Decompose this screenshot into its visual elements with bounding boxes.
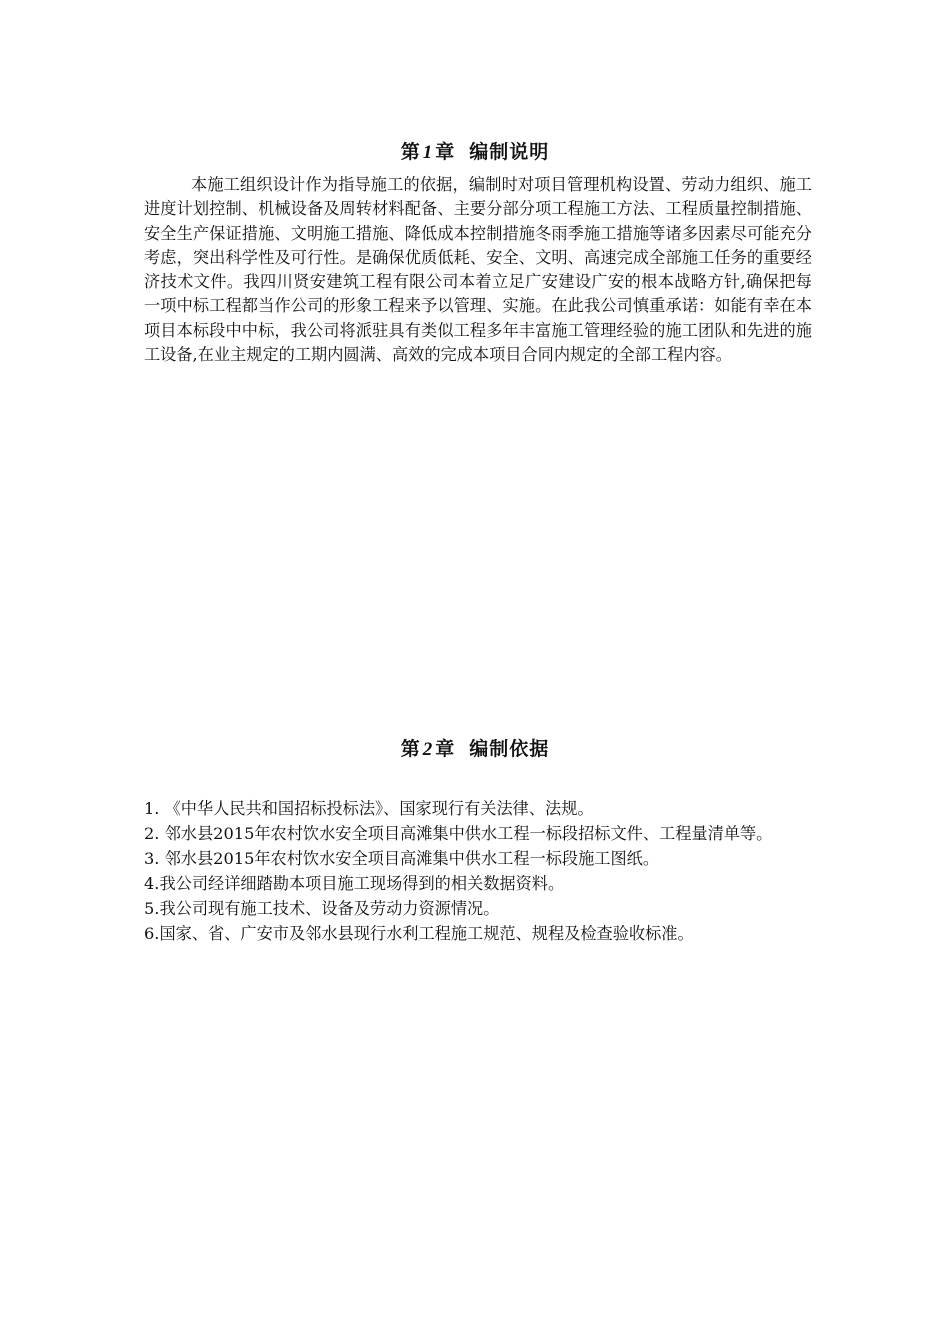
list-item-index: 2. (144, 824, 160, 843)
list-item-index: 3. (144, 849, 160, 868)
chapter-2-suffix: 章 (435, 738, 456, 760)
chapter-2-prefix: 第 (400, 738, 421, 760)
list-item-text: 我公司经详细踏勘本项目施工现场得到的相关数据资料。 (159, 874, 565, 893)
chapter-1-heading (0, 137, 950, 164)
list-item (144, 871, 812, 896)
chapter-2-number: 2 (422, 739, 434, 760)
chapter-1-prefix: 第 (400, 141, 421, 163)
list-item-index: 1. (144, 799, 160, 818)
list-item-index: 4. (144, 874, 160, 893)
chapter-1-number: 1 (422, 142, 434, 163)
list-item-text: 邻水县2015年农村饮水安全项目高滩集中供水工程一标段施工图纸。 (164, 849, 660, 868)
list-item (144, 896, 812, 921)
list-item-index: 5. (144, 899, 160, 918)
chapter-1-title: 编制说明 (469, 141, 550, 163)
chapter-2-title: 编制依据 (469, 738, 550, 760)
list-item-text: 国家、省、广安市及邻水县现行水利工程施工规范、规程及检查验收标准。 (159, 924, 694, 943)
list-item-index: 6. (144, 924, 160, 943)
chapter-2-heading (0, 734, 950, 761)
list-item-text: 邻水县2015年农村饮水安全项目高滩集中供水工程一标段招标文件、工程量清单等。 (164, 824, 773, 843)
list-item (144, 846, 812, 871)
list-item (144, 821, 812, 846)
chapter-1-paragraph: 本施工组织设计作为指导施工的依据，编制时对项目管理机构设置、劳动力组织、施工进度计划控制、机械设备及周转材料配备、主要分部分项工程施工方法、工程质量控制措施、安全生产保证措施、文明施工措施、降低成本控制措施冬雨季施工措施等诸多因素尽可能充分考虑，突出科学性及可行性。是确保优质低耗、安全、文明、高速完成全部施工任务的重要经济技术文件。我四川贤安建筑工程有限公司本着立足广安建设广安的根本战略方针,确保把每一项中标工程都当作公司的形象工程来予以管理、实施。在此我公司慎重承诺：如能有幸在本项目本标段中中标，我公司将派驻具有类似工程多年丰富施工管理经验的施工团队和先进的施工设备,在业主规定的工期内圆满、高效的完成本项目合同内规定的全部工程内容。 (144, 175, 812, 365)
list-item (144, 921, 812, 946)
list-item-text: 我公司现有施工技术、设备及劳动力资源情况。 (159, 899, 500, 918)
chapter-1-suffix: 章 (435, 141, 456, 163)
list-item (144, 796, 812, 821)
list-item-text: 《中华人民共和国招标投标法》、国家现行有关法律、法规。 (164, 799, 594, 818)
basis-list (144, 796, 812, 946)
